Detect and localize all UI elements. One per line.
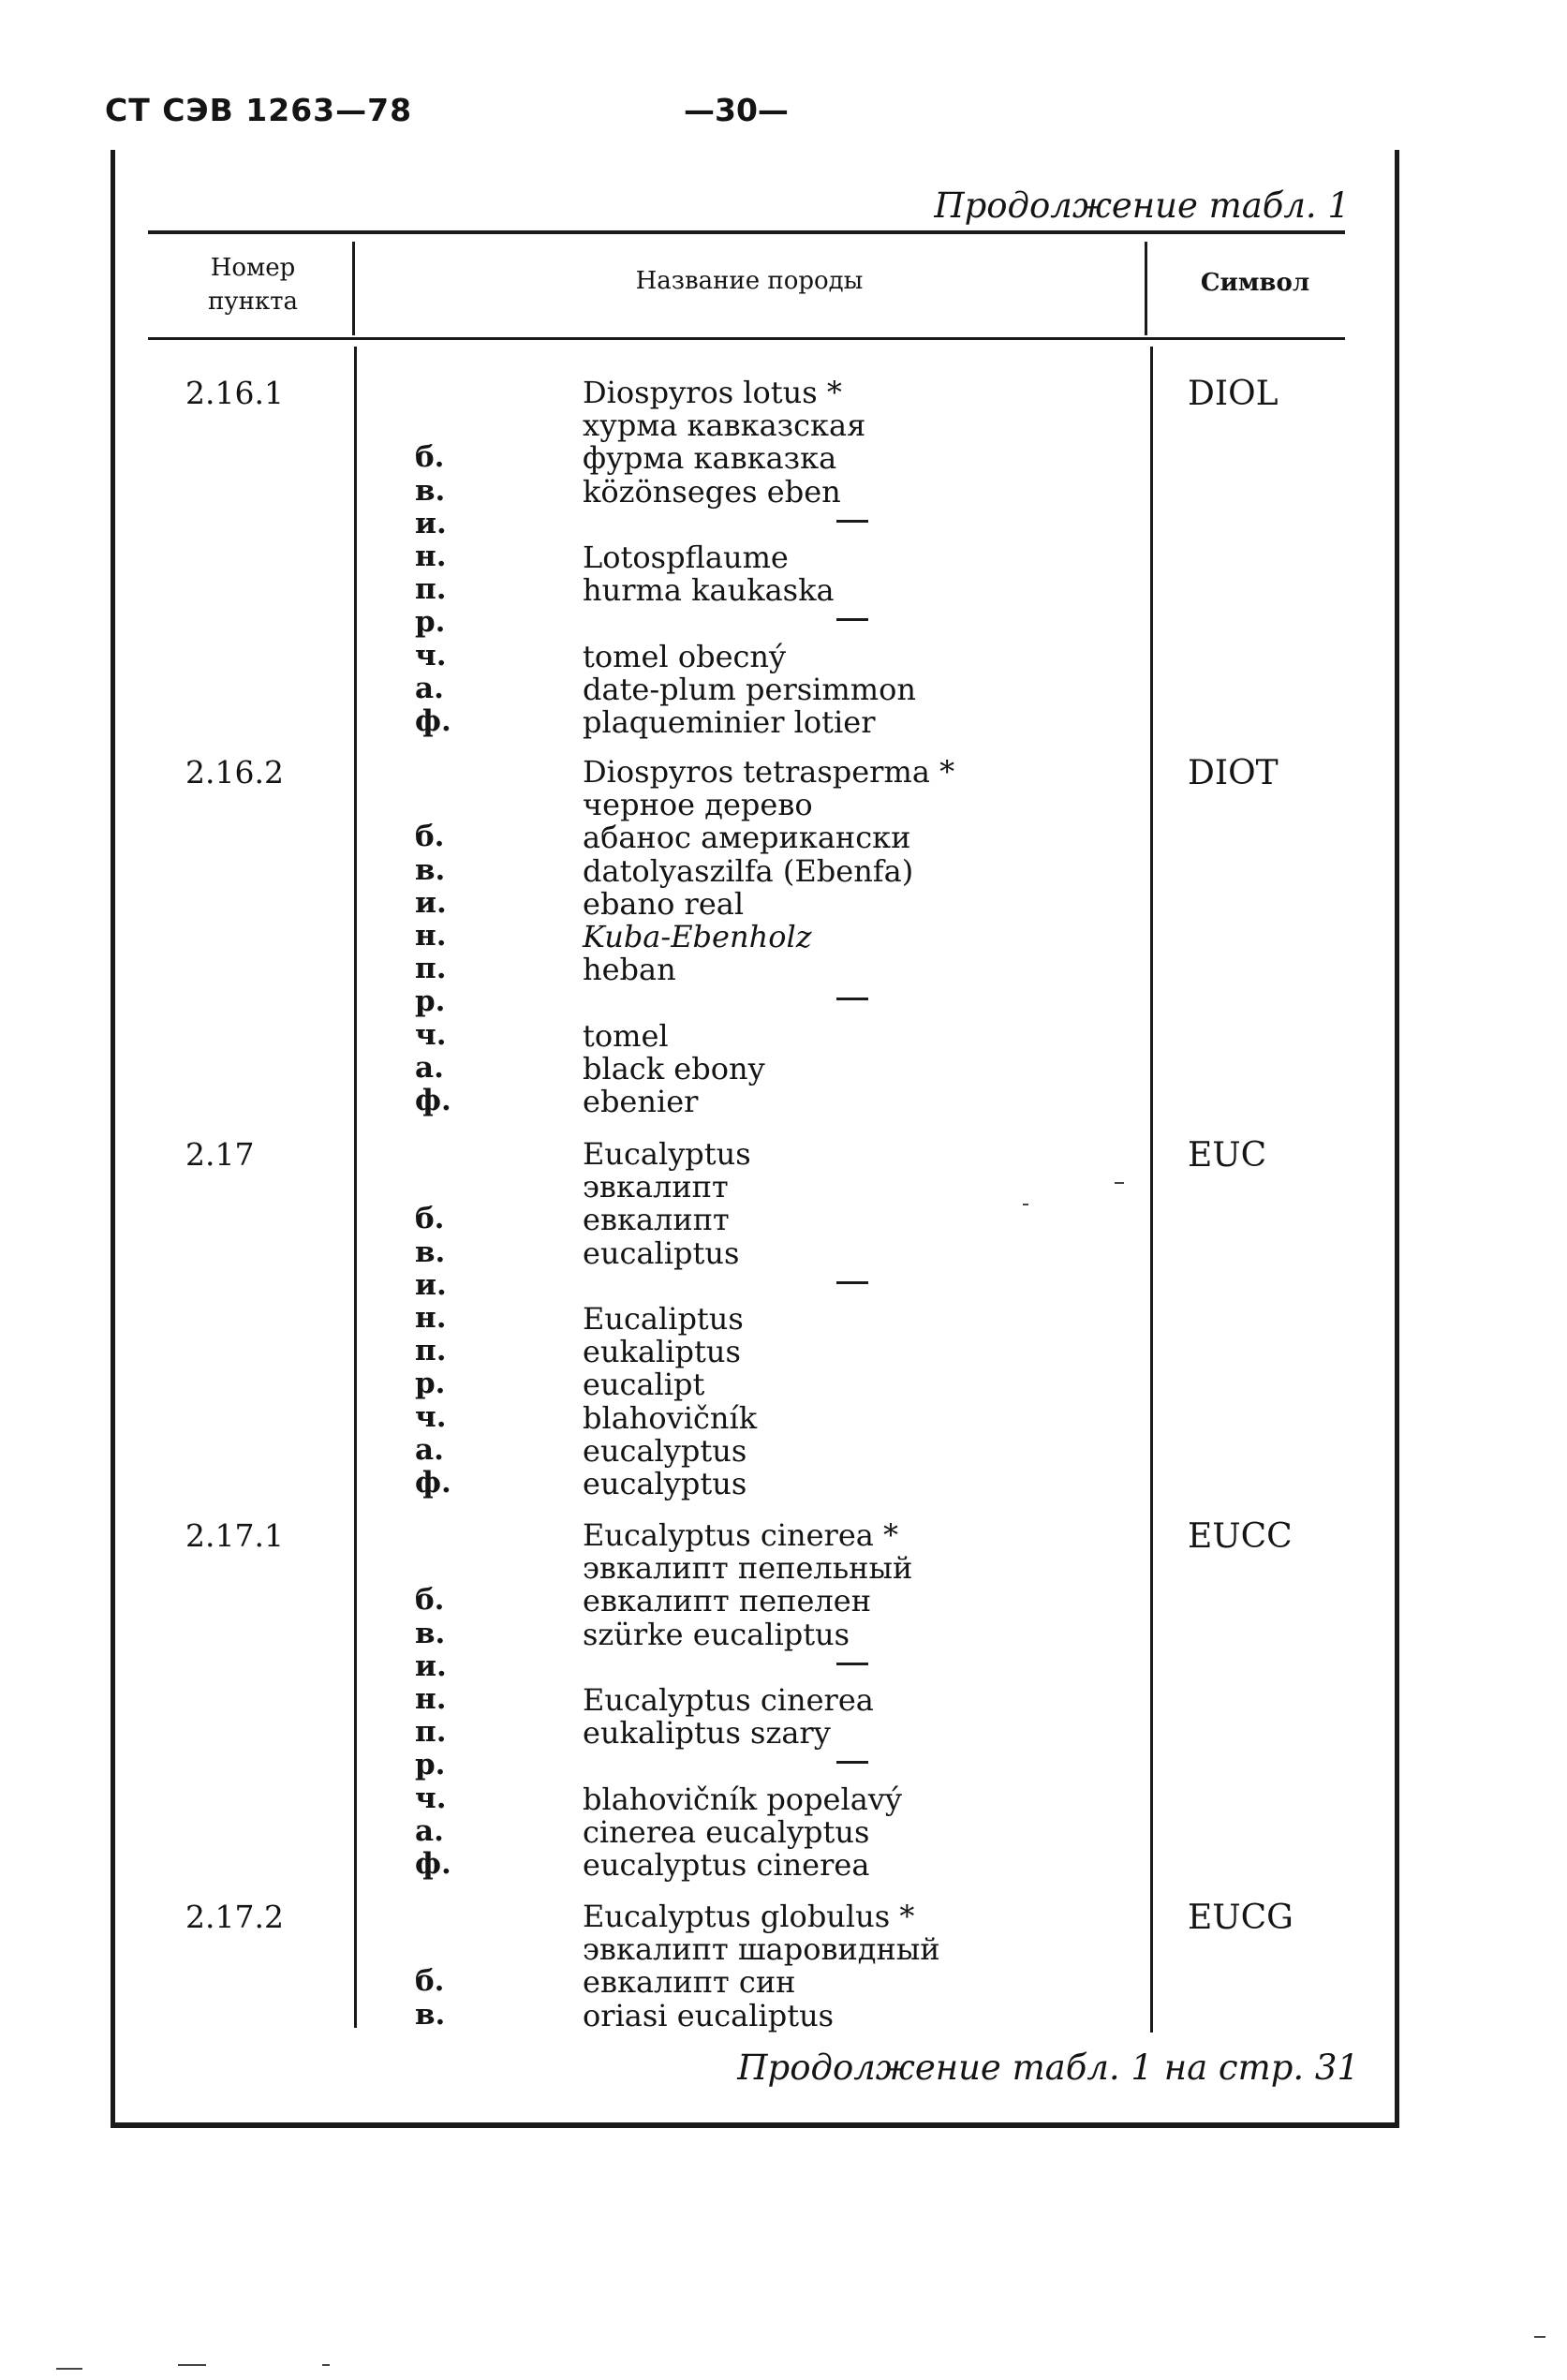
language-row: [0, 885, 1124, 922]
language-abbreviation: в.: [415, 1234, 446, 1269]
species-name: blahovičník: [583, 1399, 758, 1436]
language-row: [0, 540, 1124, 575]
species-name: eukaliptus szary: [583, 1715, 831, 1752]
species-name: heban: [583, 952, 676, 988]
species-name: Eucalyptus: [583, 1136, 751, 1172]
species-name: oriasi eucaliptus: [583, 1997, 835, 2033]
language-row: [0, 754, 1124, 790]
language-abbreviation: а.: [415, 671, 444, 705]
page-number: —30—: [684, 92, 789, 128]
column-header-symbol: Символ: [1200, 269, 1310, 297]
species-name: eucalyptus: [583, 1466, 747, 1501]
entry-number: 2.16.2: [185, 754, 284, 791]
language-row: [0, 1367, 1124, 1403]
species-name: cinerea eucalyptus: [583, 1813, 870, 1850]
species-name: евкалипт пепелен: [583, 1583, 872, 1619]
language-row: [0, 1234, 1124, 1271]
scan-mark: [56, 2368, 82, 2370]
species-name: Diospyros tetrasperma *: [583, 754, 955, 790]
language-row: [0, 1931, 1124, 1968]
species-name: hurma kaukaska: [583, 572, 835, 609]
language-row: [0, 1169, 1124, 1205]
table-top-rule: [148, 230, 1345, 234]
language-row: [0, 639, 1124, 672]
species-name: Eucalyptus globulus *: [583, 1899, 915, 1934]
language-abbreviation: в.: [415, 1997, 446, 2032]
language-abbreviation: и.: [415, 1648, 447, 1683]
column-header-name: Название породы: [635, 267, 864, 295]
language-row: [0, 1399, 1124, 1436]
species-name: black ebony: [583, 1050, 765, 1087]
language-abbreviation: б.: [415, 1202, 445, 1236]
language-abbreviation: п.: [415, 1334, 447, 1368]
language-abbreviation: а.: [415, 1050, 444, 1085]
language-row: [0, 919, 1124, 952]
no-name-dash: [836, 1663, 868, 1665]
standard-designation: СТ СЭВ 1263—78: [105, 92, 413, 128]
species-name: eucalyptus cinerea: [583, 1847, 870, 1883]
entry-symbol: EUC: [1188, 1136, 1267, 1175]
species-name: евкалипт син: [583, 1964, 796, 2001]
species-name: Eucalyptus cinerea: [583, 1682, 874, 1718]
language-row: [0, 1781, 1124, 1817]
table-header-rule: [148, 337, 1345, 340]
species-name: tomel: [583, 1017, 669, 1054]
continuation-footer: Продолжение табл. 1 на стр. 31: [737, 2047, 1359, 2088]
species-name: Lotospflaume: [583, 540, 789, 575]
species-name: plaqueminier lotier: [583, 704, 876, 740]
species-name: Eucalyptus cinerea *: [583, 1517, 899, 1553]
language-row: [0, 473, 1124, 510]
entry-number: 2.17: [185, 1136, 255, 1173]
language-row: [0, 1550, 1124, 1587]
language-abbreviation: п.: [415, 1715, 447, 1750]
language-abbreviation: ф.: [415, 1847, 451, 1881]
entry-number: 2.17.1: [185, 1517, 284, 1554]
language-row: [0, 671, 1124, 707]
no-name-dash: [836, 1761, 868, 1764]
language-abbreviation: б.: [415, 440, 445, 475]
species-name: Eucaliptus: [583, 1301, 744, 1337]
language-row: [0, 1899, 1124, 1934]
language-abbreviation: и.: [415, 506, 447, 540]
no-name-dash: [836, 618, 868, 621]
species-name: blahovičník popelavý: [583, 1781, 902, 1817]
entry-symbol: DIOL: [1188, 375, 1279, 413]
language-abbreviation: а.: [415, 1432, 444, 1467]
species-name: tomel obecný: [583, 638, 787, 674]
language-row: [0, 605, 1124, 638]
entry-symbol: EUCG: [1188, 1899, 1294, 1937]
language-abbreviation: н.: [415, 540, 447, 573]
language-abbreviation: ф.: [415, 1466, 451, 1500]
language-row: [0, 507, 1124, 540]
species-name: eucaliptus: [583, 1234, 740, 1271]
scan-mark: [1023, 1204, 1028, 1205]
language-abbreviation: в.: [415, 473, 446, 508]
entry-symbol: DIOT: [1188, 754, 1279, 792]
language-row: [0, 1998, 1124, 2031]
language-row: [0, 1649, 1124, 1682]
table-continuation-note: Продолжение табл. 1: [934, 185, 1350, 226]
language-abbreviation: н.: [415, 1682, 447, 1716]
species-name: ebano real: [583, 885, 745, 922]
language-row: [0, 1964, 1124, 2001]
language-row: [0, 984, 1124, 1017]
language-abbreviation: ф.: [415, 1084, 451, 1117]
column-header-number-line1: Номер: [210, 254, 296, 282]
scan-mark: [322, 2364, 330, 2366]
language-row: [0, 1616, 1124, 1652]
species-name: фурма кавказка: [583, 440, 837, 477]
no-name-dash: [836, 520, 868, 523]
species-name: эвкалипт: [583, 1169, 729, 1205]
language-abbreviation: б.: [415, 820, 445, 854]
language-row: [0, 787, 1124, 823]
species-name: эвкалипт пепельный: [583, 1550, 913, 1587]
species-name: абанос американски: [583, 820, 911, 856]
species-name: эвкалипт шаровидный: [583, 1931, 940, 1968]
no-name-dash: [836, 998, 868, 1000]
language-row: [0, 1301, 1124, 1337]
language-row: [0, 407, 1124, 444]
language-row: [0, 1017, 1124, 1054]
language-abbreviation: р.: [415, 1367, 446, 1401]
header-column-divider: [1145, 242, 1147, 335]
language-row: [0, 1334, 1124, 1370]
language-abbreviation: п.: [415, 572, 447, 607]
language-abbreviation: и.: [415, 1267, 447, 1302]
language-abbreviation: ч.: [415, 1017, 447, 1052]
language-row: [0, 704, 1124, 740]
language-row: [0, 820, 1124, 856]
body-column-divider: [1150, 347, 1153, 2033]
scan-mark: [178, 2364, 206, 2366]
scan-mark: [1115, 1182, 1124, 1184]
species-name: eucalipt: [583, 1367, 705, 1403]
species-name: евкалипт: [583, 1202, 730, 1238]
language-abbreviation: ф.: [415, 704, 451, 738]
language-abbreviation: ч.: [415, 1781, 447, 1815]
language-row: [0, 572, 1124, 609]
species-name: Diospyros lotus *: [583, 375, 842, 410]
language-abbreviation: ч.: [415, 638, 447, 673]
species-name: date-plum persimmon: [583, 671, 916, 707]
language-row: [0, 1432, 1124, 1469]
language-abbreviation: и.: [415, 885, 447, 920]
language-row: [0, 1202, 1124, 1238]
language-abbreviation: н.: [415, 919, 447, 953]
entry-number: 2.17.2: [185, 1899, 284, 1935]
language-abbreviation: в.: [415, 852, 446, 887]
language-row: [0, 1136, 1124, 1172]
language-abbreviation: р.: [415, 605, 446, 640]
header-column-divider: [352, 242, 355, 335]
language-abbreviation: р.: [415, 984, 446, 1019]
column-header-number-line2: пункта: [207, 288, 299, 316]
entry-number: 2.16.1: [185, 375, 284, 411]
language-row: [0, 1748, 1124, 1781]
language-row: [0, 440, 1124, 477]
species-name: Kuba-Ebenholz: [583, 919, 812, 954]
language-abbreviation: п.: [415, 952, 447, 986]
species-name: eukaliptus: [583, 1334, 741, 1370]
language-abbreviation: н.: [415, 1301, 447, 1335]
language-row: [0, 1084, 1124, 1119]
column-header-number: [169, 251, 337, 318]
language-row: [0, 952, 1124, 988]
language-abbreviation: в.: [415, 1616, 446, 1650]
language-row: [0, 1813, 1124, 1850]
language-abbreviation: ч.: [415, 1399, 447, 1434]
scan-mark: [1534, 2336, 1545, 2338]
species-name: datolyaszilfa (Ebenfa): [583, 852, 914, 889]
language-row: [0, 1715, 1124, 1752]
language-abbreviation: б.: [415, 1964, 445, 1999]
species-name: ebenier: [583, 1084, 699, 1119]
language-row: [0, 1583, 1124, 1619]
species-name: szürke eucaliptus: [583, 1616, 850, 1652]
language-row: [0, 1682, 1124, 1718]
language-row: [0, 1517, 1124, 1553]
species-name: közönseges eben: [583, 473, 841, 510]
language-abbreviation: р.: [415, 1748, 446, 1782]
language-row: [0, 852, 1124, 889]
language-row: [0, 1268, 1124, 1301]
entry-symbol: EUCC: [1188, 1517, 1293, 1556]
no-name-dash: [836, 1281, 868, 1284]
language-abbreviation: а.: [415, 1813, 444, 1848]
species-name: хурма кавказская: [583, 407, 866, 444]
language-row: [0, 1466, 1124, 1499]
species-name: черное дерево: [583, 787, 813, 823]
species-name: eucalyptus: [583, 1432, 747, 1469]
language-row: [0, 375, 1124, 410]
language-abbreviation: б.: [415, 1583, 445, 1618]
language-row: [0, 1847, 1124, 1883]
language-row: [0, 1050, 1124, 1087]
